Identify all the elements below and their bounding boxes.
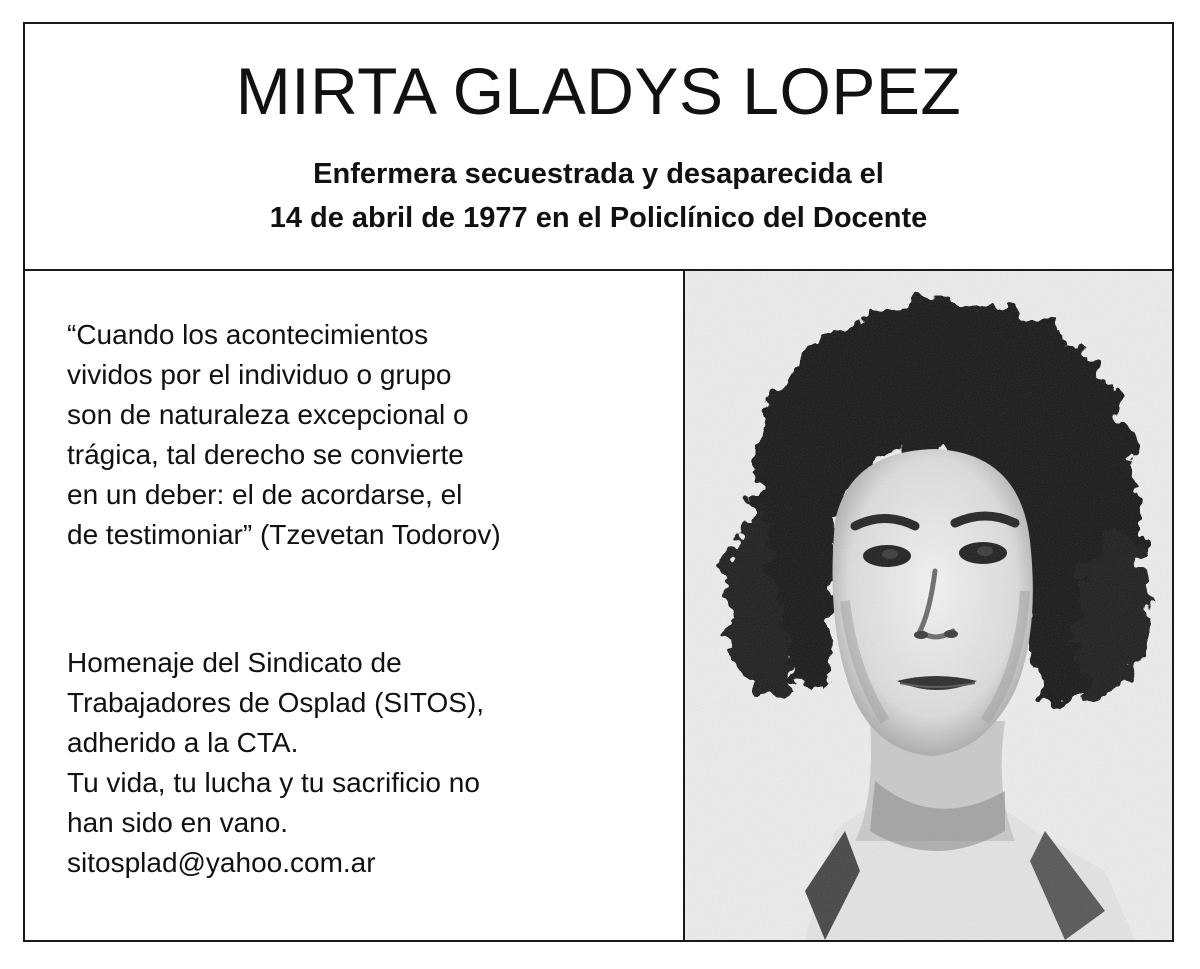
quote-line: en un deber: el de acordarse, el — [67, 479, 463, 510]
quote-line: vividos por el individuo o grupo — [67, 359, 452, 390]
portrait-photo — [685, 271, 1172, 940]
person-name-title: MIRTA GLADYS LOPEZ — [235, 54, 962, 128]
tribute-line: Tu vida, tu lucha y tu sacrificio no — [67, 767, 480, 798]
quote-line: trágica, tal derecho se convierte — [67, 439, 464, 470]
tribute-line: adherido a la CTA. — [67, 727, 299, 758]
tribute-line: han sido en vano. — [67, 807, 289, 838]
tribute-line: Trabajadores de Osplad (SITOS), — [67, 687, 485, 718]
subtitle — [25, 152, 1172, 240]
subtitle-line: 14 de abril de 1977 en el Policlínico del Docente — [269, 202, 928, 234]
quote-line: son de naturaleza excepcional o — [67, 399, 469, 430]
memorial-plaque — [23, 22, 1174, 942]
subtitle-line: Enfermera secuestrada y desaparecida el — [313, 158, 884, 190]
plaque-header — [25, 24, 1172, 271]
text-panel — [25, 271, 685, 940]
contact-email: sitosplad@yahoo.com.ar — [67, 847, 376, 878]
quote-line: de testimoniar” (Tzevetan Todorov) — [67, 519, 501, 550]
tribute-line: Homenaje del Sindicato de — [67, 647, 402, 678]
portrait-photo-icon — [685, 271, 1172, 940]
tribute-text — [67, 643, 484, 883]
quote-text — [67, 315, 501, 555]
quote-line: “Cuando los acontecimientos — [67, 319, 429, 350]
